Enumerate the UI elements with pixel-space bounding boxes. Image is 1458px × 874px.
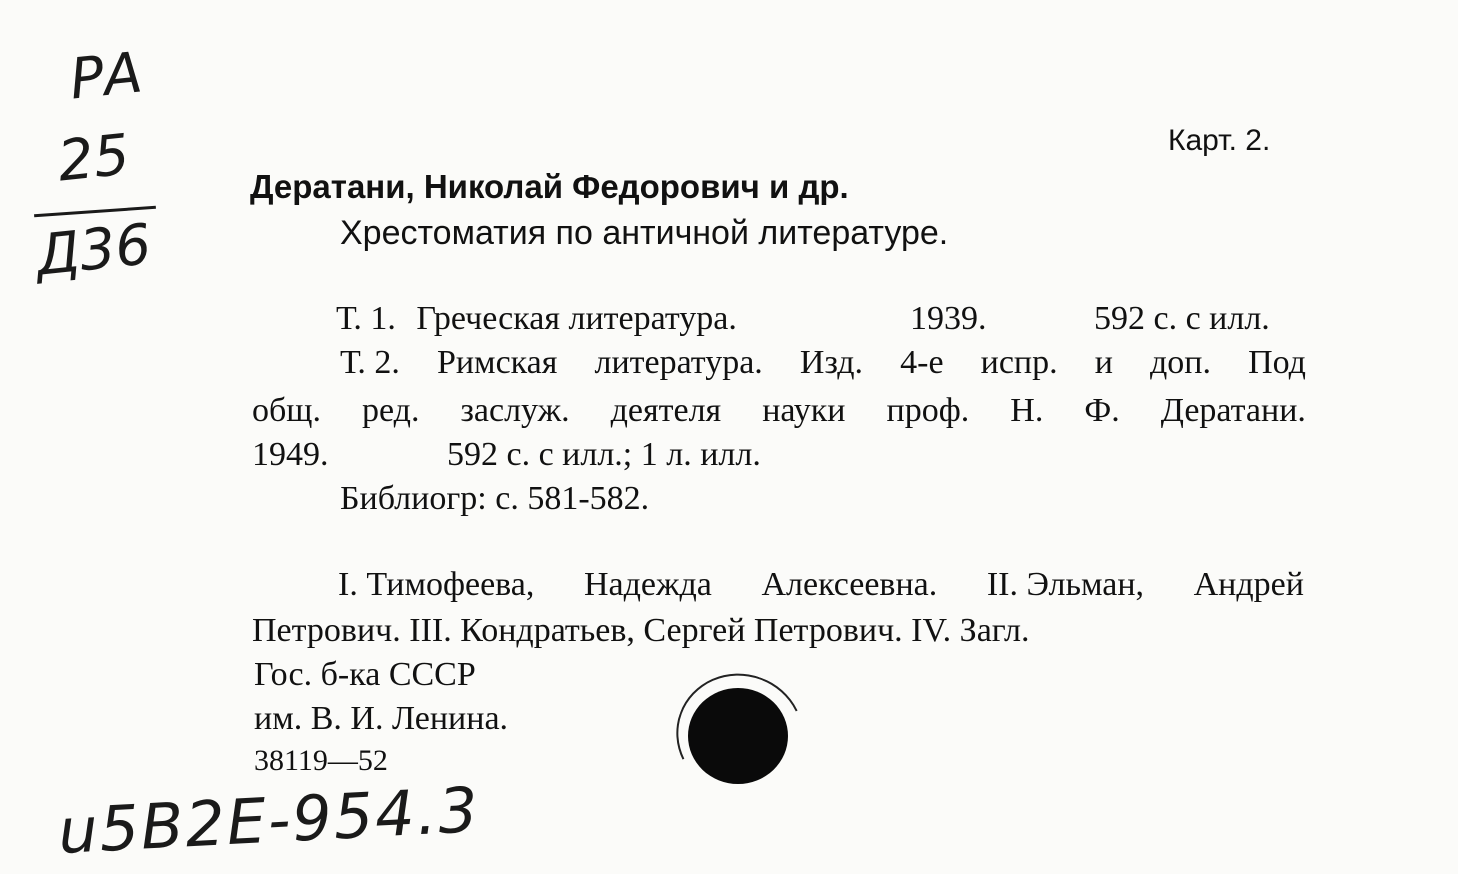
v2-word: Ф.: [1084, 392, 1120, 429]
volume-1-line: [336, 300, 1304, 338]
handwritten-inventory-code: u5B2E-954.3: [56, 773, 482, 868]
volume-2-year: 1949.: [252, 436, 329, 473]
shelfmark-middle: 25: [54, 122, 133, 195]
v2-word: доп.: [1149, 344, 1211, 381]
v2-word: общ.: [252, 392, 321, 429]
v2-word: Изд.: [799, 344, 864, 381]
volume-2-line-3: [252, 436, 761, 474]
volume-2-pages: 592 с. с илл.; 1 л. илл.: [447, 436, 761, 473]
book-title: Хрестоматия по античной литературе.: [340, 214, 949, 252]
v2-word: 4-е: [900, 344, 944, 381]
bibliography-note: Библиогр: с. 581-582.: [340, 480, 650, 517]
volume-2-line-1: [340, 344, 1306, 382]
volume-1-label: Т. 1.: [336, 300, 396, 337]
v2-word: науки: [762, 392, 846, 429]
library-name: Гос. б-ка СССР: [254, 656, 476, 693]
v2-word: Римская: [436, 344, 558, 381]
v2-word: и: [1094, 344, 1113, 381]
added-entry-word: Алексеевна.: [761, 566, 938, 603]
v2-word: деятеля: [610, 392, 722, 429]
volume-1-name: Греческая литература.: [416, 300, 737, 337]
v2-word: испр.: [980, 344, 1058, 381]
added-entry-word: II. Эльман,: [986, 566, 1145, 603]
card-number: Карт. 2.: [1168, 124, 1271, 157]
library-dedication: им. В. И. Ленина.: [254, 700, 509, 737]
v2-word: проф.: [886, 392, 970, 429]
volume-1-year: 1939.: [910, 300, 987, 337]
author-heading: Дератани, Николай Федорович и др.: [250, 168, 849, 205]
volume-2-line-2: [252, 392, 1306, 430]
added-entries-line-2: Петрович. III. Кондратьев, Сергей Петрович. IV. Загл.: [252, 612, 1030, 649]
v2-word: Н.: [1010, 392, 1044, 429]
card-print-number: 38119—52: [254, 744, 388, 777]
v2-word: Под: [1248, 344, 1306, 381]
shelfmark-bottom: Д36: [32, 212, 155, 289]
punch-hole: [688, 688, 788, 784]
v2-word: Дератани.: [1160, 392, 1306, 429]
v2-word: литература.: [594, 344, 763, 381]
added-entry-word: I. Тимофеева,: [338, 566, 535, 603]
added-entry-word: Андрей: [1193, 566, 1304, 603]
added-entries-line-1: [338, 566, 1304, 604]
added-entry-word: Надежда: [583, 566, 712, 603]
v2-word: Т. 2.: [340, 344, 400, 381]
shelfmark-top: РА: [66, 40, 146, 113]
v2-word: ред.: [362, 392, 420, 429]
volume-1-pages: 592 с. с илл.: [1094, 300, 1270, 337]
v2-word: заслуж.: [460, 392, 570, 429]
